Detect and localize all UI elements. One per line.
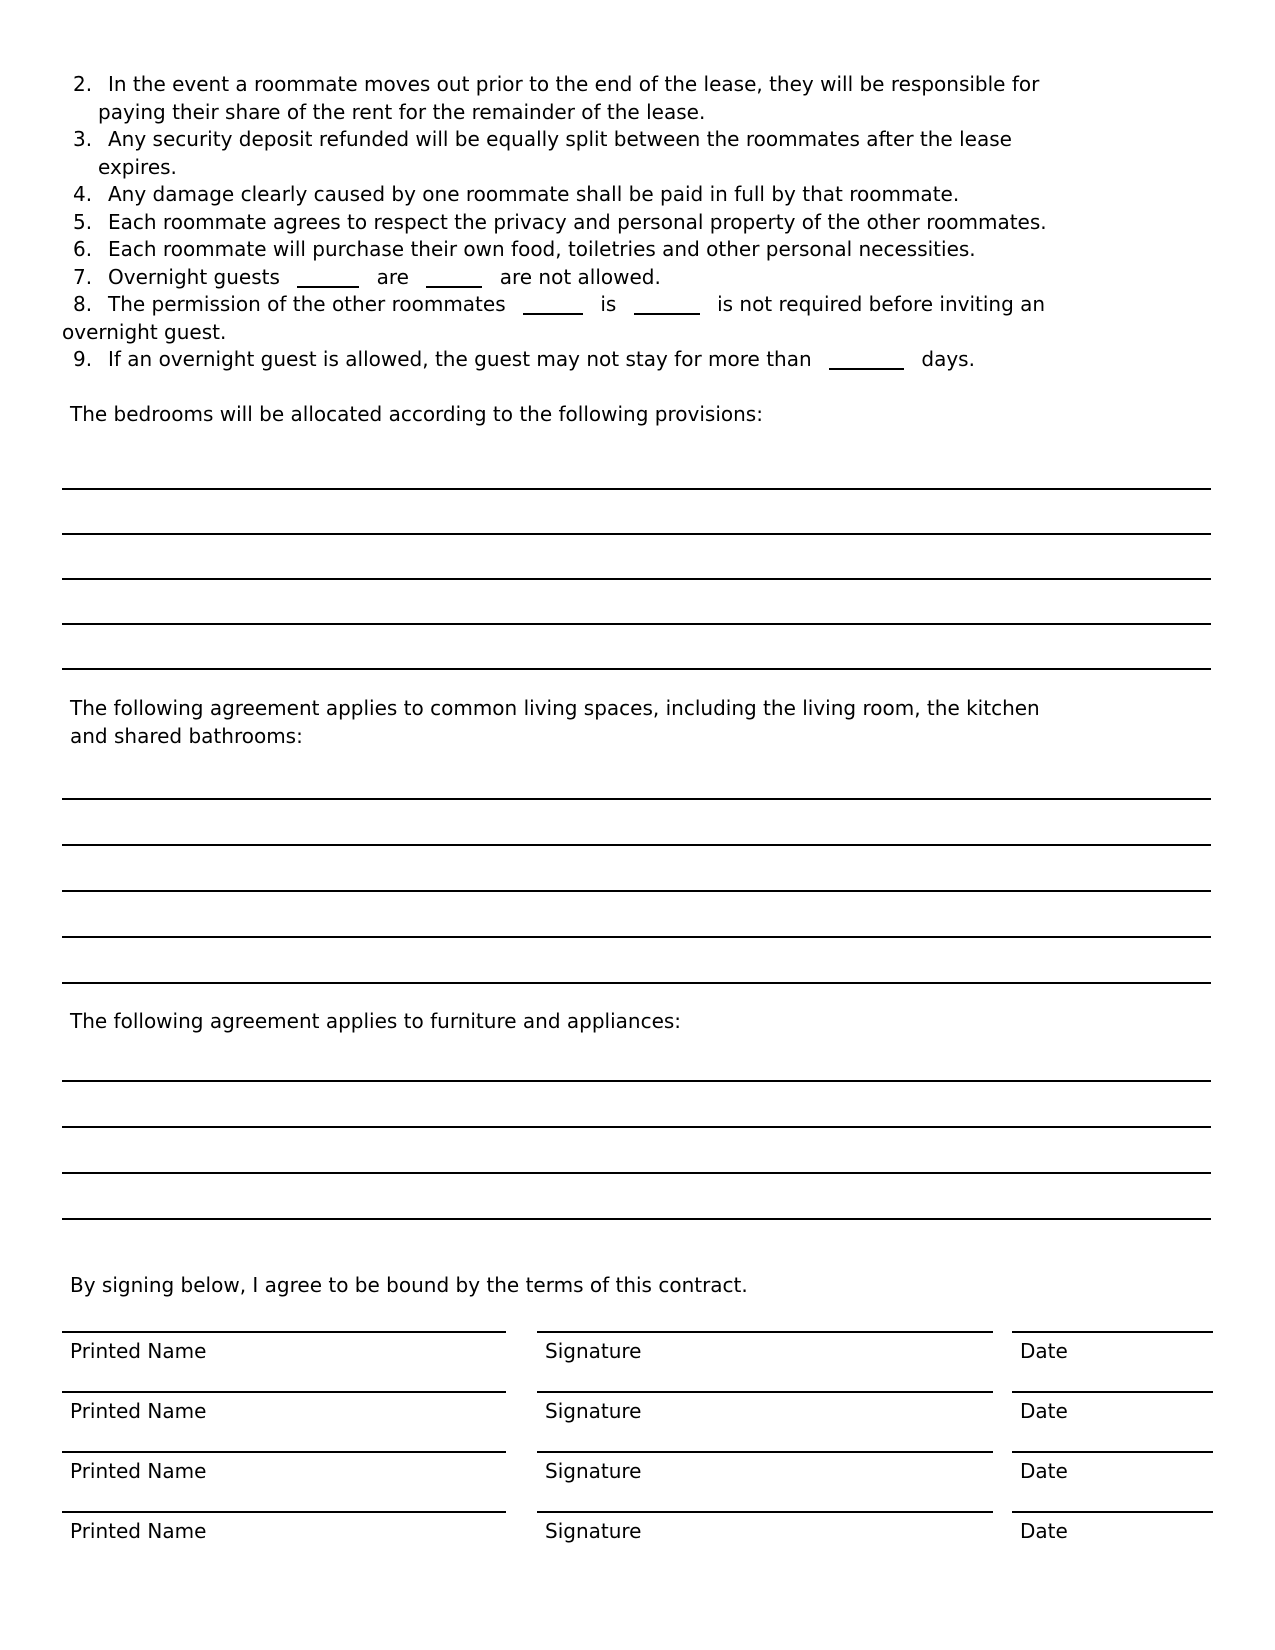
list-item-number: 3. [73, 127, 93, 151]
fill-in-blank[interactable] [829, 350, 904, 370]
ruled-writing-line[interactable] [62, 578, 1211, 623]
ruled-writing-line[interactable] [62, 1172, 1211, 1218]
fill-in-blank[interactable] [297, 268, 359, 288]
ruled-writing-line[interactable] [62, 890, 1211, 936]
signature-row [62, 1331, 1213, 1391]
ruled-writing-line[interactable] [62, 1218, 1211, 1264]
list-item-number: 8. [73, 292, 93, 316]
list-item-number: 6. [73, 237, 93, 261]
signature-field-label: Date [1020, 1339, 1068, 1363]
signature-field-label: Printed Name [70, 1399, 207, 1423]
fill-in-blank[interactable] [426, 268, 482, 288]
list-item-number: 4. [73, 182, 93, 206]
list-item-text: Any damage clearly caused by one roommate shall be paid in full by that roommate. [108, 182, 960, 206]
signature-field-printed-name[interactable] [62, 1451, 506, 1486]
section-heading-line: The bedrooms will be allocated according to the following provisions: [70, 402, 763, 426]
ruled-writing-line[interactable] [62, 844, 1211, 890]
signature-field-printed-name[interactable] [62, 1391, 506, 1426]
ruled-lines-common-spaces [62, 798, 1211, 1028]
ruled-writing-line[interactable] [62, 1080, 1211, 1126]
list-item-line [62, 346, 1213, 374]
list-item-line [62, 291, 1213, 319]
ruled-writing-line[interactable] [62, 488, 1211, 533]
signature-row [62, 1511, 1213, 1571]
list-item-line [62, 181, 1213, 209]
ruled-writing-line[interactable] [62, 798, 1211, 844]
signature-field-label: Date [1020, 1399, 1068, 1423]
list-item-number: 5. [73, 209, 93, 234]
list-item-line [62, 319, 1213, 347]
section-heading-bedrooms [62, 401, 1213, 429]
signature-field-label: Printed Name [70, 1459, 207, 1483]
list-item-text: Each roommate agrees to respect the privacy and personal property of the other roommates. [108, 209, 1047, 234]
signature-field-label: Signature [545, 1459, 642, 1483]
signature-field-signature[interactable] [537, 1391, 993, 1426]
list-item-number: 9. [73, 347, 93, 371]
section-heading-furniture [62, 1008, 1213, 1036]
list-item-text: Each roommate will purchase their own food, toiletries and other personal necessities. [108, 237, 976, 261]
list-item-text: If an overnight guest is allowed, the guest may not stay for more than days. [108, 347, 975, 371]
list-item-line [62, 209, 1213, 237]
numbered-list [62, 71, 1213, 374]
ruled-lines-bedrooms [62, 488, 1211, 713]
list-item-text: paying their share of the rent for the remainder of the lease. [98, 99, 706, 124]
section-heading-line: The following agreement applies to common living spaces, including the living room, the kitchen [70, 696, 1040, 720]
signature-block [62, 1331, 1213, 1571]
signing-statement: By signing below, I agree to be bound by the terms of this contract. [70, 1273, 748, 1297]
ruled-writing-line[interactable] [62, 623, 1211, 668]
hanging-indent-spacer [62, 154, 98, 182]
signature-field-signature[interactable] [537, 1451, 993, 1486]
list-item-number: 7. [73, 264, 93, 289]
signature-row [62, 1451, 1213, 1511]
hanging-indent-spacer [62, 99, 98, 127]
section-heading-common-spaces [62, 695, 1213, 750]
ruled-lines-furniture [62, 1080, 1211, 1264]
list-item-line [62, 154, 1213, 182]
signature-field-label: Date [1020, 1459, 1068, 1483]
signature-field-label: Printed Name [70, 1519, 207, 1543]
list-item-text: Overnight guests are are not allowed. [108, 264, 661, 289]
signature-field-date[interactable] [1012, 1331, 1213, 1366]
signature-field-printed-name[interactable] [62, 1511, 506, 1546]
signature-field-label: Printed Name [70, 1339, 207, 1363]
signature-field-label: Signature [545, 1399, 642, 1423]
section-heading-line: and shared bathrooms: [70, 723, 303, 748]
section-heading-line: The following agreement applies to furniture and appliances: [70, 1009, 682, 1033]
list-item-line [62, 71, 1213, 99]
list-item-text: expires. [98, 154, 177, 179]
signature-field-signature[interactable] [537, 1511, 993, 1546]
list-item-line [62, 236, 1213, 264]
signature-field-label: Signature [545, 1339, 642, 1363]
fill-in-blank[interactable] [523, 295, 583, 315]
ruled-writing-line[interactable] [62, 533, 1211, 578]
list-item-number: 2. [73, 72, 93, 96]
list-item-line [62, 264, 1213, 292]
fill-in-blank[interactable] [634, 295, 700, 315]
signature-field-printed-name[interactable] [62, 1331, 506, 1366]
signature-field-label: Signature [545, 1519, 642, 1543]
list-item-text: overnight guest. [62, 319, 227, 344]
list-item-text: The permission of the other roommates is is not required before inviting an [108, 292, 1046, 316]
list-item-text: In the event a roommate moves out prior to the end of the lease, they will be responsible for [108, 72, 1040, 96]
signature-row [62, 1391, 1213, 1451]
signature-field-date[interactable] [1012, 1511, 1213, 1546]
list-item-line [62, 126, 1213, 154]
signature-field-label: Date [1020, 1519, 1068, 1543]
ruled-writing-line[interactable] [62, 936, 1211, 982]
list-item-line [62, 99, 1213, 127]
ruled-writing-line[interactable] [62, 1126, 1211, 1172]
list-item-text: Any security deposit refunded will be equally split between the roommates after the lease [108, 127, 1012, 151]
signature-field-signature[interactable] [537, 1331, 993, 1366]
signature-field-date[interactable] [1012, 1391, 1213, 1426]
signature-field-date[interactable] [1012, 1451, 1213, 1486]
